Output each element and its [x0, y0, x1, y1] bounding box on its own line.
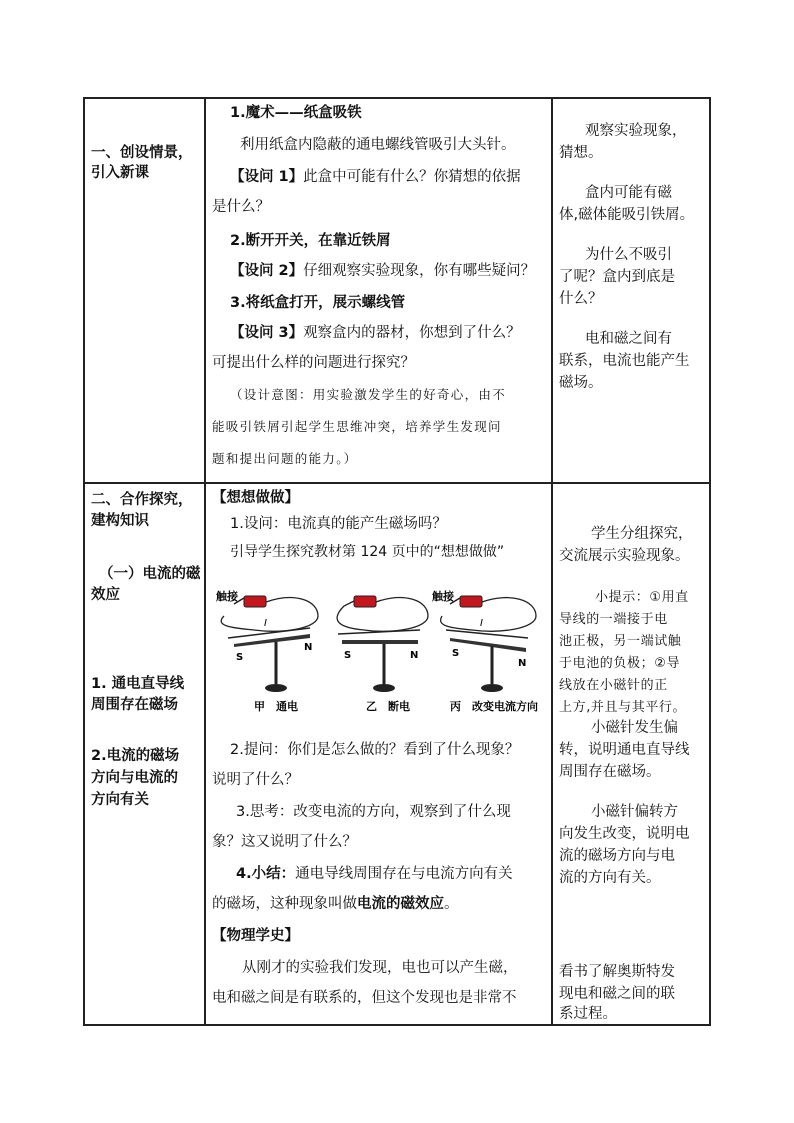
- paragraph: 1.设问：电流真的能产生磁场吗？: [230, 516, 447, 532]
- stage-title: 一、创设情景，: [91, 145, 193, 161]
- pole-s-label: S: [452, 648, 460, 659]
- section-heading: 【物理学史】: [212, 928, 299, 944]
- student-note: 流的方向有关。: [559, 870, 661, 886]
- student-note: 观察实验现象，: [585, 123, 687, 139]
- battery-icon: [244, 596, 266, 607]
- student-note: 猜想。: [559, 145, 603, 161]
- stage-cell: [84, 98, 205, 483]
- design-intent: 能吸引铁屑引起学生思维冲突，培养学生发现问: [212, 419, 502, 434]
- stage-subtitle: 效应: [91, 587, 120, 603]
- student-note: 磁场。: [559, 375, 603, 391]
- question: 【设问 1】此盒中可能有什么？你猜想的依据: [230, 169, 521, 185]
- teacher-activity-cell: [205, 483, 552, 1025]
- student-note: 为什么不吸引: [585, 247, 672, 263]
- oersted-experiment-illustration: [214, 586, 548, 716]
- experiment-panel-1: [216, 589, 318, 713]
- item-title: 1.魔术——纸盒吸铁: [230, 105, 362, 121]
- stage-title: 引入新课: [91, 165, 149, 181]
- experiment-panel-2: [337, 596, 428, 713]
- student-note: 盒内可能有磁: [585, 185, 672, 201]
- student-note: 看书了解奥斯特发: [559, 964, 675, 980]
- paragraph: 是什么？: [212, 199, 270, 215]
- student-note: 流的磁场方向与电: [559, 848, 675, 864]
- student-note: 向发生改变，说明电: [559, 826, 690, 842]
- battery-icon: [460, 596, 482, 607]
- stage-title: 建构知识: [91, 513, 149, 529]
- compass-needle-icon: [342, 640, 418, 644]
- student-note: 小磁针发生偏: [591, 720, 678, 736]
- teacher-activity-cell: [205, 98, 552, 483]
- paragraph: 从刚才的实验我们发现，电也可以产生磁，: [242, 960, 518, 976]
- knowledge-point: 周围存在磁场: [91, 697, 178, 713]
- pole-n-label: N: [304, 642, 313, 653]
- question: 【设问 2】仔细观察实验现象，你有哪些疑问？: [230, 263, 536, 279]
- tip: 于电池的负极；②导: [559, 656, 681, 671]
- student-note: 电和磁之间有: [585, 331, 672, 347]
- paragraph: 电和磁之间是有联系的，但这个发现也是非常不: [212, 990, 517, 1006]
- paragraph: 3.思考：改变电流的方向，观察到了什么现: [236, 804, 511, 820]
- table-row: [84, 98, 710, 483]
- tip: 上方,并且与其平行。: [559, 700, 687, 715]
- stage-subtitle: （一）电流的磁: [99, 566, 201, 582]
- panel-caption: 甲 通电: [254, 700, 298, 713]
- student-activity-cell: [552, 483, 710, 1025]
- experiment-panel-3: [432, 589, 538, 713]
- student-note: 系过程。: [559, 1006, 617, 1022]
- paragraph: 利用纸盒内隐蔽的通电螺线管吸引大头针。: [240, 137, 516, 153]
- touch-label: 触接: [432, 590, 454, 603]
- compass-needle-icon: [450, 638, 526, 652]
- student-activity-cell: [552, 98, 710, 483]
- paragraph: 象？这又说明了什么？: [212, 834, 357, 850]
- tip: 小提示：①用直: [595, 590, 689, 605]
- paragraph: 2.提问：你们是怎么做的？看到了什么现象？: [230, 742, 520, 758]
- knowledge-point: 1. 通电直导线: [91, 676, 185, 692]
- student-note: 转，说明通电直导线: [559, 742, 690, 758]
- student-note: 联系，电流也能产生: [559, 353, 690, 369]
- student-note: 现电和磁之间的联: [559, 986, 675, 1002]
- item-title: 2.断开开关，在靠近铁屑: [230, 233, 391, 249]
- touch-label: 触接: [216, 590, 238, 603]
- knowledge-point: 2.电流的磁场: [91, 748, 180, 764]
- table-row: [84, 483, 710, 1025]
- pole-n-label: N: [410, 650, 419, 661]
- paragraph: 说明了什么？: [212, 772, 299, 788]
- tip: 导线的一端接于电: [559, 612, 668, 627]
- knowledge-point: 方向与电流的: [91, 770, 178, 786]
- current-label: I: [480, 618, 483, 629]
- student-note: 体,磁体能吸引铁屑。: [559, 207, 695, 223]
- design-intent: 题和提出问题的能力。）: [212, 451, 358, 466]
- student-note: 了呢？盒内到底是: [559, 269, 675, 285]
- item-title: 3.将纸盒打开，展示螺线管: [230, 295, 406, 311]
- student-note: 什么？: [559, 291, 603, 307]
- student-note: 周围存在磁场。: [559, 764, 661, 780]
- pole-s-label: S: [236, 652, 244, 663]
- battery-icon: [354, 596, 376, 607]
- paragraph: 引导学生探究教材第 124 页中的“想想做做”: [230, 544, 505, 560]
- pole-s-label: S: [344, 650, 352, 661]
- stage-title: 二、合作探究，: [91, 492, 193, 508]
- summary: 4.小结：通电导线周围存在与电流方向有关: [236, 866, 513, 882]
- panel-caption: 乙 断电: [366, 700, 410, 713]
- section-heading: 【想想做做】: [212, 490, 299, 506]
- paragraph: 可提出什么样的问题进行探究？: [212, 355, 415, 371]
- experiment-figure: [214, 586, 548, 716]
- knowledge-point: 方向有关: [91, 792, 149, 808]
- stage-cell: [84, 483, 205, 1025]
- panel-caption: 丙 改变电流方向: [450, 700, 538, 713]
- student-note: 学生分组探究，: [591, 526, 693, 542]
- summary: 的磁场，这种现象叫做电流的磁效应。: [212, 896, 459, 912]
- question: 【设问 3】观察盒内的器材，你想到了什么？: [230, 325, 521, 341]
- tip: 池正极，另一端试触: [559, 634, 682, 649]
- lesson-table: [83, 97, 711, 1026]
- student-note: 小磁针偏转方: [591, 804, 678, 820]
- design-intent: （设计意图：用实验激发学生的好奇心，由不: [230, 387, 507, 402]
- tip: 线放在小磁针的正: [559, 678, 668, 693]
- current-label: I: [264, 618, 267, 629]
- pole-n-label: N: [518, 658, 527, 669]
- student-note: 交流展示实验现象。: [559, 548, 690, 564]
